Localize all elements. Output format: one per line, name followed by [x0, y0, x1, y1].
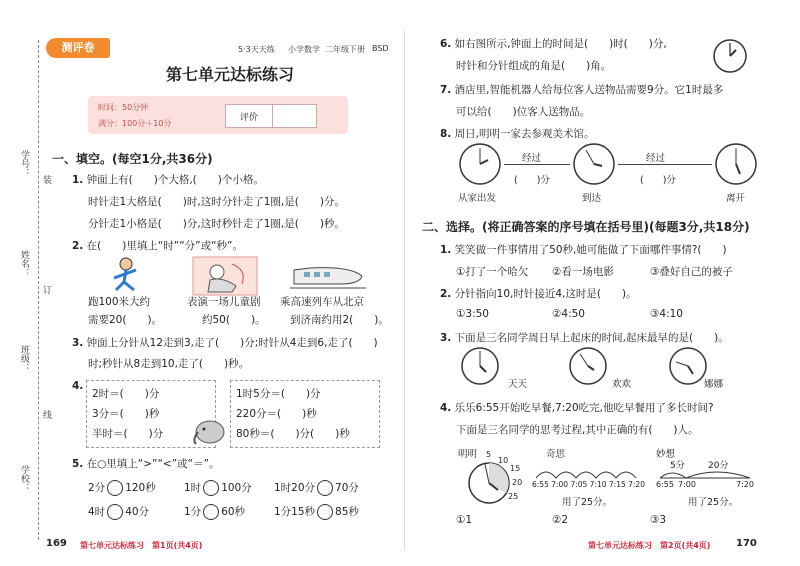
s1-number: 1. [440, 244, 452, 256]
q1-line2: 时针走1大格是( )时,这时分针走了1圈,是( )分。 [88, 196, 345, 208]
time-mid: 7:00 [678, 480, 696, 489]
pass-label-2: 经过 [646, 153, 666, 164]
arrow-2 [618, 164, 712, 165]
q2-text: 在( )里填上“时”“分”或“秒”。 [86, 240, 243, 252]
clock-icon [714, 142, 758, 186]
compare-circle[interactable] [203, 504, 219, 520]
page-title: 第七单元达标练习 [165, 65, 294, 84]
s4-option3: ③3 [650, 514, 667, 526]
q2-item1-line1: 跑100米大约 [88, 296, 151, 308]
q5-text: 在○里填上“>”“<”或“＝”。 [86, 458, 220, 470]
compare-circle[interactable] [203, 480, 219, 496]
test-badge: 测评卷 [46, 38, 110, 58]
subject-label: 小学数学 [288, 45, 320, 54]
method-qisi: 奇思 [546, 449, 566, 460]
q1-line1: 钟面上有( )个大格,( )个小格。 [86, 174, 264, 186]
binding-line [38, 40, 39, 540]
clock-icon [712, 38, 748, 74]
timeline-sequence: 6:55 7:00 7:05 7:10 7:15 7:20 [532, 480, 645, 489]
s1-option2: ②看一场电影 [552, 266, 614, 278]
full-score: 满分：100分＋10分 [98, 119, 172, 128]
gutter-name: 姓名： [19, 250, 29, 277]
compare-circle[interactable] [317, 480, 333, 496]
q4-r3: 80秒＝( )分( )秒 [236, 428, 350, 440]
s2-text: 分针指向10,时针接近4,这时是( )。 [454, 288, 637, 300]
s3-text: 下面是三名同学周日早上起床的时间,起床最早的是( )。 [454, 332, 729, 344]
q3-line1: 钟面上分针从12走到3,走了( )分;时针从4走到6,走了( ) [86, 337, 378, 349]
q7-number: 7. [440, 84, 452, 96]
depart-label: 从家出发 [458, 193, 497, 204]
section2-title: 二、选择。(将正确答案的序号填在括号里)(每题3分,共18分) [422, 220, 750, 234]
q4-r1: 1时5分＝( )分 [236, 388, 321, 400]
gutter-seal-3: 线 [41, 410, 51, 419]
clock-icon [568, 346, 608, 386]
q5-a3: 1时20分 70分 [274, 482, 359, 494]
q7-line2: 可以给( )位客人送物品。 [456, 106, 591, 118]
qisi-result: 用了25分。 [562, 497, 613, 508]
train-icon [290, 258, 366, 294]
elapsed-blank-2: ( )分 [640, 175, 676, 186]
q2-item3-line2: 到济南约用2( )。 [290, 314, 389, 326]
q4-l1: 2时＝( )分 [92, 388, 160, 400]
compare-circle[interactable] [107, 480, 123, 496]
right-footer: 第七单元达标练习 第2页(共4页) [588, 541, 711, 550]
s2-option2: ②4:50 [552, 308, 585, 320]
q5-number: 5. [72, 458, 84, 470]
pass-label-1: 经过 [522, 153, 542, 164]
elephant-icon [190, 412, 230, 446]
student-nana: 娜娜 [704, 379, 724, 390]
compare-circle[interactable] [317, 504, 333, 520]
left-page-number: 169 [46, 538, 67, 549]
clock-icon [572, 142, 616, 186]
mark-25: 25 [508, 492, 519, 501]
q4-l3: 半时＝( )分 [92, 428, 164, 440]
q3-line2: 时;秒针从8走到10,走了( )秒。 [88, 358, 250, 370]
right-page-number: 170 [736, 538, 757, 549]
elapsed-blank-1: ( )分 [514, 175, 550, 186]
s2-option3: ③4:10 [650, 308, 683, 320]
q5-b2: 1分 60秒 [184, 506, 246, 518]
clock-icon [458, 142, 502, 186]
gutter-school: 学校： [19, 465, 29, 492]
q6-line2: 时针和分针组成的角是( )角。 [456, 60, 612, 72]
mark-20: 20 [512, 478, 523, 487]
gutter-class: 班级： [19, 345, 29, 372]
q2-number: 2. [72, 240, 84, 252]
clock-icon [466, 460, 512, 506]
q8-number: 8. [440, 128, 452, 140]
student-huanhuan: 欢欢 [612, 379, 632, 390]
q5-b3: 1分15秒 85秒 [274, 506, 359, 518]
gutter-seal-2: 订 [41, 285, 51, 294]
q2-item3-line1: 乘高速列车从北京 [280, 296, 364, 308]
arrow-1 [504, 164, 570, 165]
s4-option1: ①1 [456, 514, 473, 526]
mark-5: 5 [486, 450, 492, 459]
s1-option3: ③叠好自己的被子 [650, 266, 733, 278]
q2-item2-line2: 约50( )。 [202, 314, 266, 326]
drama-icon [192, 256, 258, 296]
q7-line1: 酒店里,智能机器人给每位客人送物品需要9分。它1时最多 [454, 84, 724, 96]
gutter-seal-1: 装 [41, 175, 51, 184]
q5-b1: 4时 40分 [88, 506, 150, 518]
q5-a1: 2分 120秒 [88, 482, 156, 494]
method-mingming: 明明 [458, 449, 478, 460]
s1-text: 笑笑做一件事情用了50秒,她可能做了下面哪件事情?( ) [454, 244, 727, 256]
score-label: 评价 [240, 113, 259, 123]
time-end: 7:20 [736, 480, 754, 489]
q1-line3: 分针走1小格是( )分,这时秒针走了1圈,是( )秒。 [88, 218, 345, 230]
q8-text: 周日,明明一家去参观美术馆。 [454, 128, 595, 140]
grade-label: 二年级下册 [325, 45, 365, 54]
mark-10: 10 [498, 456, 509, 465]
score-box[interactable] [225, 104, 317, 128]
s1-option1: ①打了一个哈欠 [456, 266, 529, 278]
s2-number: 2. [440, 288, 452, 300]
clock-icon [668, 346, 708, 386]
q5-a2: 1时 100分 [184, 482, 252, 494]
s4-line2: 下面是三名同学的思考过程,其中正确的有( )人。 [456, 424, 699, 436]
left-footer: 第七单元达标练习 第1页(共4页) [80, 541, 203, 550]
time-limit: 时间：50分钟 [98, 103, 149, 112]
q4-number: 4. [72, 380, 84, 392]
q2-item2-line1: 表演一场儿童剧 [187, 296, 261, 308]
arrive-label: 到达 [582, 193, 602, 204]
s4-line1: 乐乐6:55开始吃早餐,7:20吃完,他吃早餐用了多长时间? [454, 402, 714, 414]
leave-label: 离开 [726, 193, 746, 204]
gutter-id: 学号： [19, 150, 29, 177]
method-miaoxiang: 妙想 [656, 449, 676, 460]
series-label: 5·3天天练 [238, 45, 275, 54]
mark-15: 15 [510, 464, 521, 473]
clock-icon [460, 346, 500, 386]
segment-20min: 20分 [708, 461, 729, 471]
s4-number: 4. [440, 402, 452, 414]
q6-number: 6. [440, 38, 452, 50]
s4-option2: ②2 [552, 514, 569, 526]
time-start: 6:55 [656, 480, 674, 489]
q6-line1: 如右图所示,钟面上的时间是( )时( )分, [454, 38, 667, 50]
runner-icon [106, 256, 146, 296]
miaoxiang-result: 用了25分。 [688, 497, 739, 508]
s3-number: 3. [440, 332, 452, 344]
edition-label: BSD [372, 44, 389, 53]
q4-l2: 3分＝( )秒 [92, 408, 160, 420]
segment-5min: 5分 [670, 461, 685, 471]
q4-r2: 220分＝( )秒 [236, 408, 317, 420]
page-divider [404, 30, 405, 550]
compare-circle[interactable] [107, 504, 123, 520]
q3-number: 3. [72, 337, 84, 349]
section1-title: 一、填空。(每空1分,共36分) [52, 152, 213, 166]
q2-item1-line2: 需要20( )。 [88, 314, 163, 326]
s2-option1: ①3:50 [456, 308, 489, 320]
q1-number: 1. [72, 174, 84, 186]
student-tiantian: 天天 [508, 379, 528, 390]
